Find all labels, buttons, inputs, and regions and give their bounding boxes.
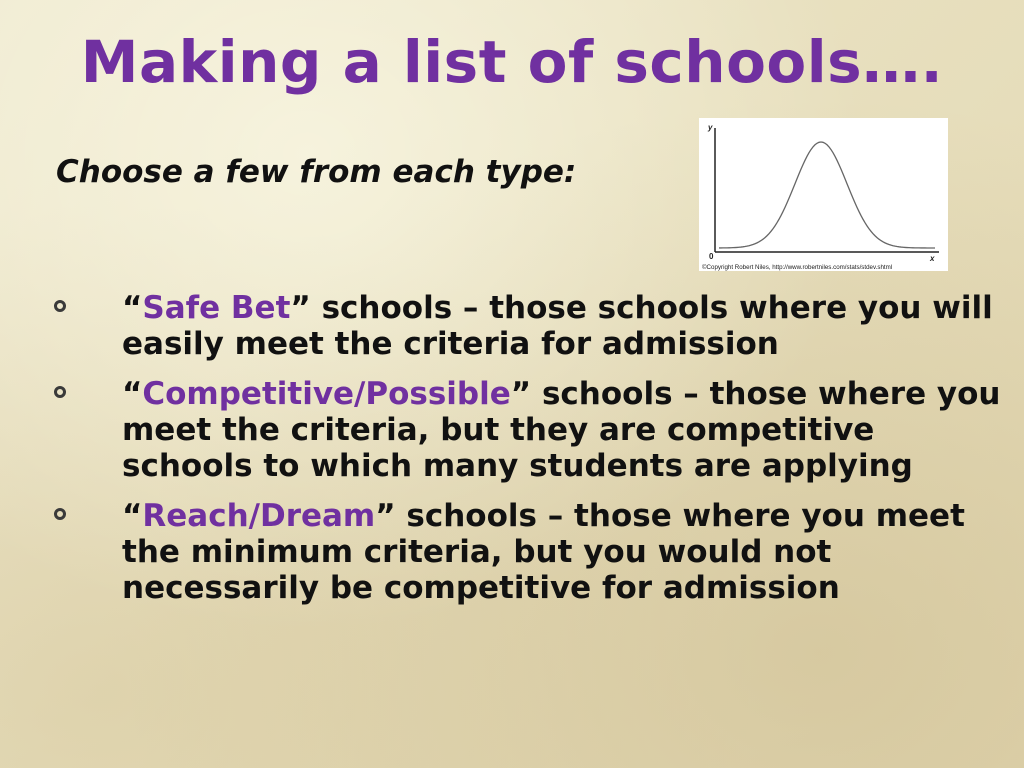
circle-bullet-icon (54, 508, 66, 520)
x-axis-label: x (930, 254, 935, 263)
list-item-reach (52, 498, 1012, 606)
open-quote: “ (122, 498, 143, 534)
school-type-term: Reach/Dream (142, 498, 376, 534)
school-type-description: ” schools – those schools where you will easily meet the criteria for admission (122, 290, 993, 362)
slide-title: Making a list of schools…. (80, 28, 944, 96)
open-quote: “ (122, 290, 143, 326)
y-axis-label: y (708, 123, 713, 132)
normal-distribution-figure (699, 118, 948, 271)
slide-subtitle: Choose a few from each type: (56, 154, 577, 190)
list-item-safe-bet (52, 290, 1012, 362)
figure-caption: ©Copyright Robert Niles, http://www.robertniles.com/stats/stdev.shtml (702, 264, 893, 271)
origin-label: 0 (709, 252, 714, 261)
school-type-description: ” schools – those where you meet the minimum criteria, but you would not necessarily be competitive for admission (122, 498, 965, 606)
open-quote: “ (122, 376, 143, 412)
school-type-list (52, 290, 1012, 620)
circle-bullet-icon (54, 300, 66, 312)
school-type-term: Safe Bet (142, 290, 291, 326)
school-type-term: Competitive/Possible (142, 376, 511, 412)
circle-bullet-icon (54, 386, 66, 398)
school-type-description: ” schools – those where you meet the criteria, but they are competitive schools to which many students are applying (122, 376, 1001, 484)
bell-curve-graphic (699, 118, 948, 271)
bell-curve-line (719, 142, 935, 248)
list-item-competitive (52, 376, 1012, 484)
